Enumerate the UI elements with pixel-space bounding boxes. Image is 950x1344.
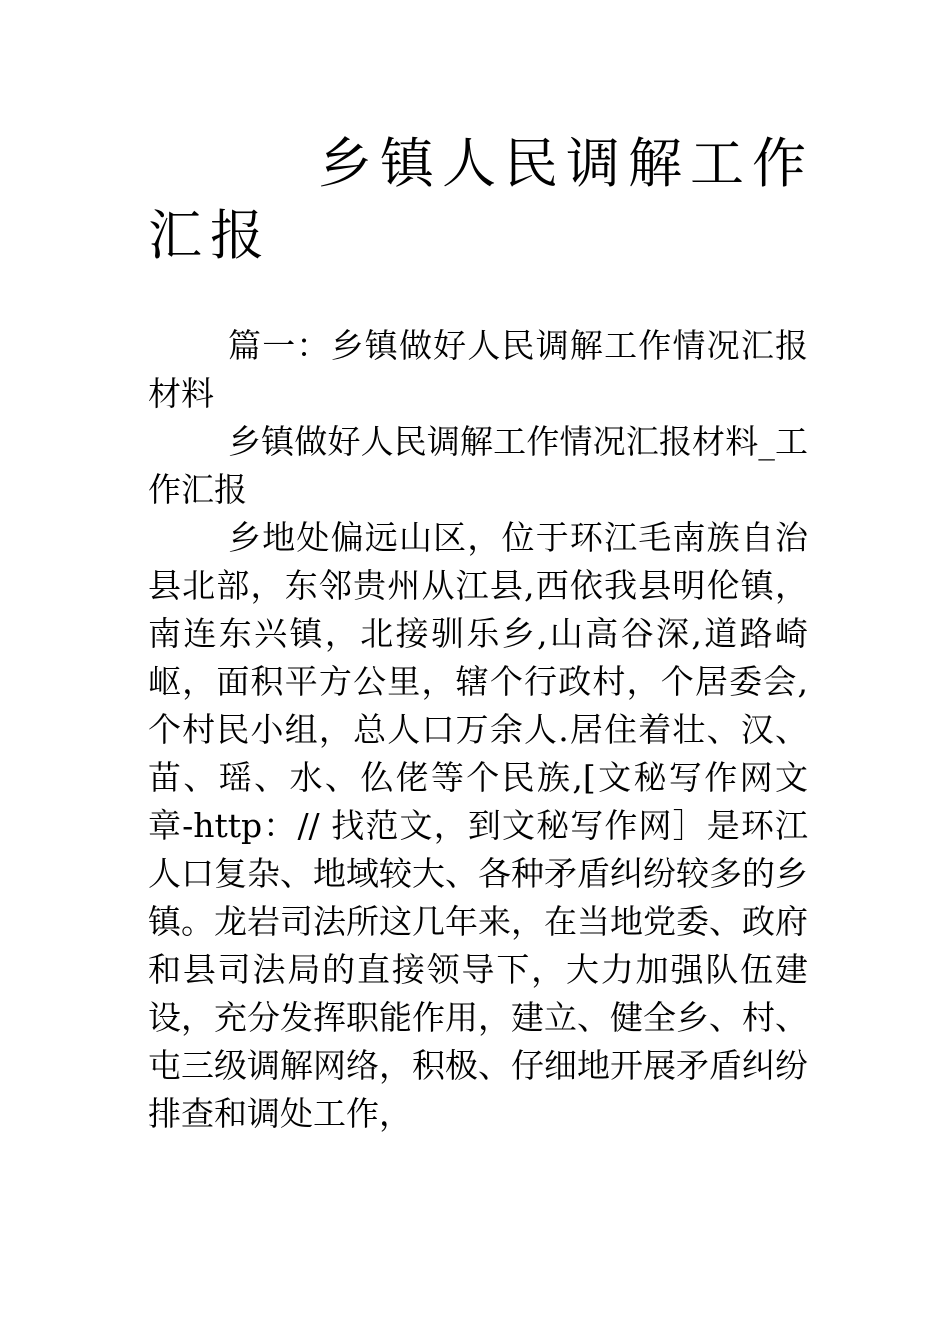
document-title-line-1: 乡镇人民调解工作 <box>318 132 814 195</box>
section-heading-paragraph: 篇一：乡镇做好人民调解工作情况汇报材料 <box>148 326 808 413</box>
document-body <box>148 322 808 1138</box>
body-paragraph: 乡地处偏远山区，位于环江毛南族自治县北部，东邻贵州从江县,西依我县明伦镇，南连东兴镇，北接驯乐乡,山高谷深,道路崎岖，面积平方公里，辖个行政村，个居委会,个村民小组，总人口万余人.居住着壮、汉、苗、瑶、水、仫佬等个民族,[文秘写作网文章-http：// 找范文，到文秘写作网］是环江人口复杂、地域较大、各种矛盾纠纷较多的乡镇。龙岩司法所这几年来，在当地党委、政府和县司法局的直接领导下，大力加强队伍建设，充分发挥职能作用，建立、健全乡、村、屯三级调解网络，积极、仔细地开展矛盾纠纷排查和调处工作， <box>148 518 808 1133</box>
document-title-line-2: 汇报 <box>148 204 272 267</box>
subtitle-paragraph: 乡镇做好人民调解工作情况汇报材料_工作汇报 <box>148 422 808 509</box>
